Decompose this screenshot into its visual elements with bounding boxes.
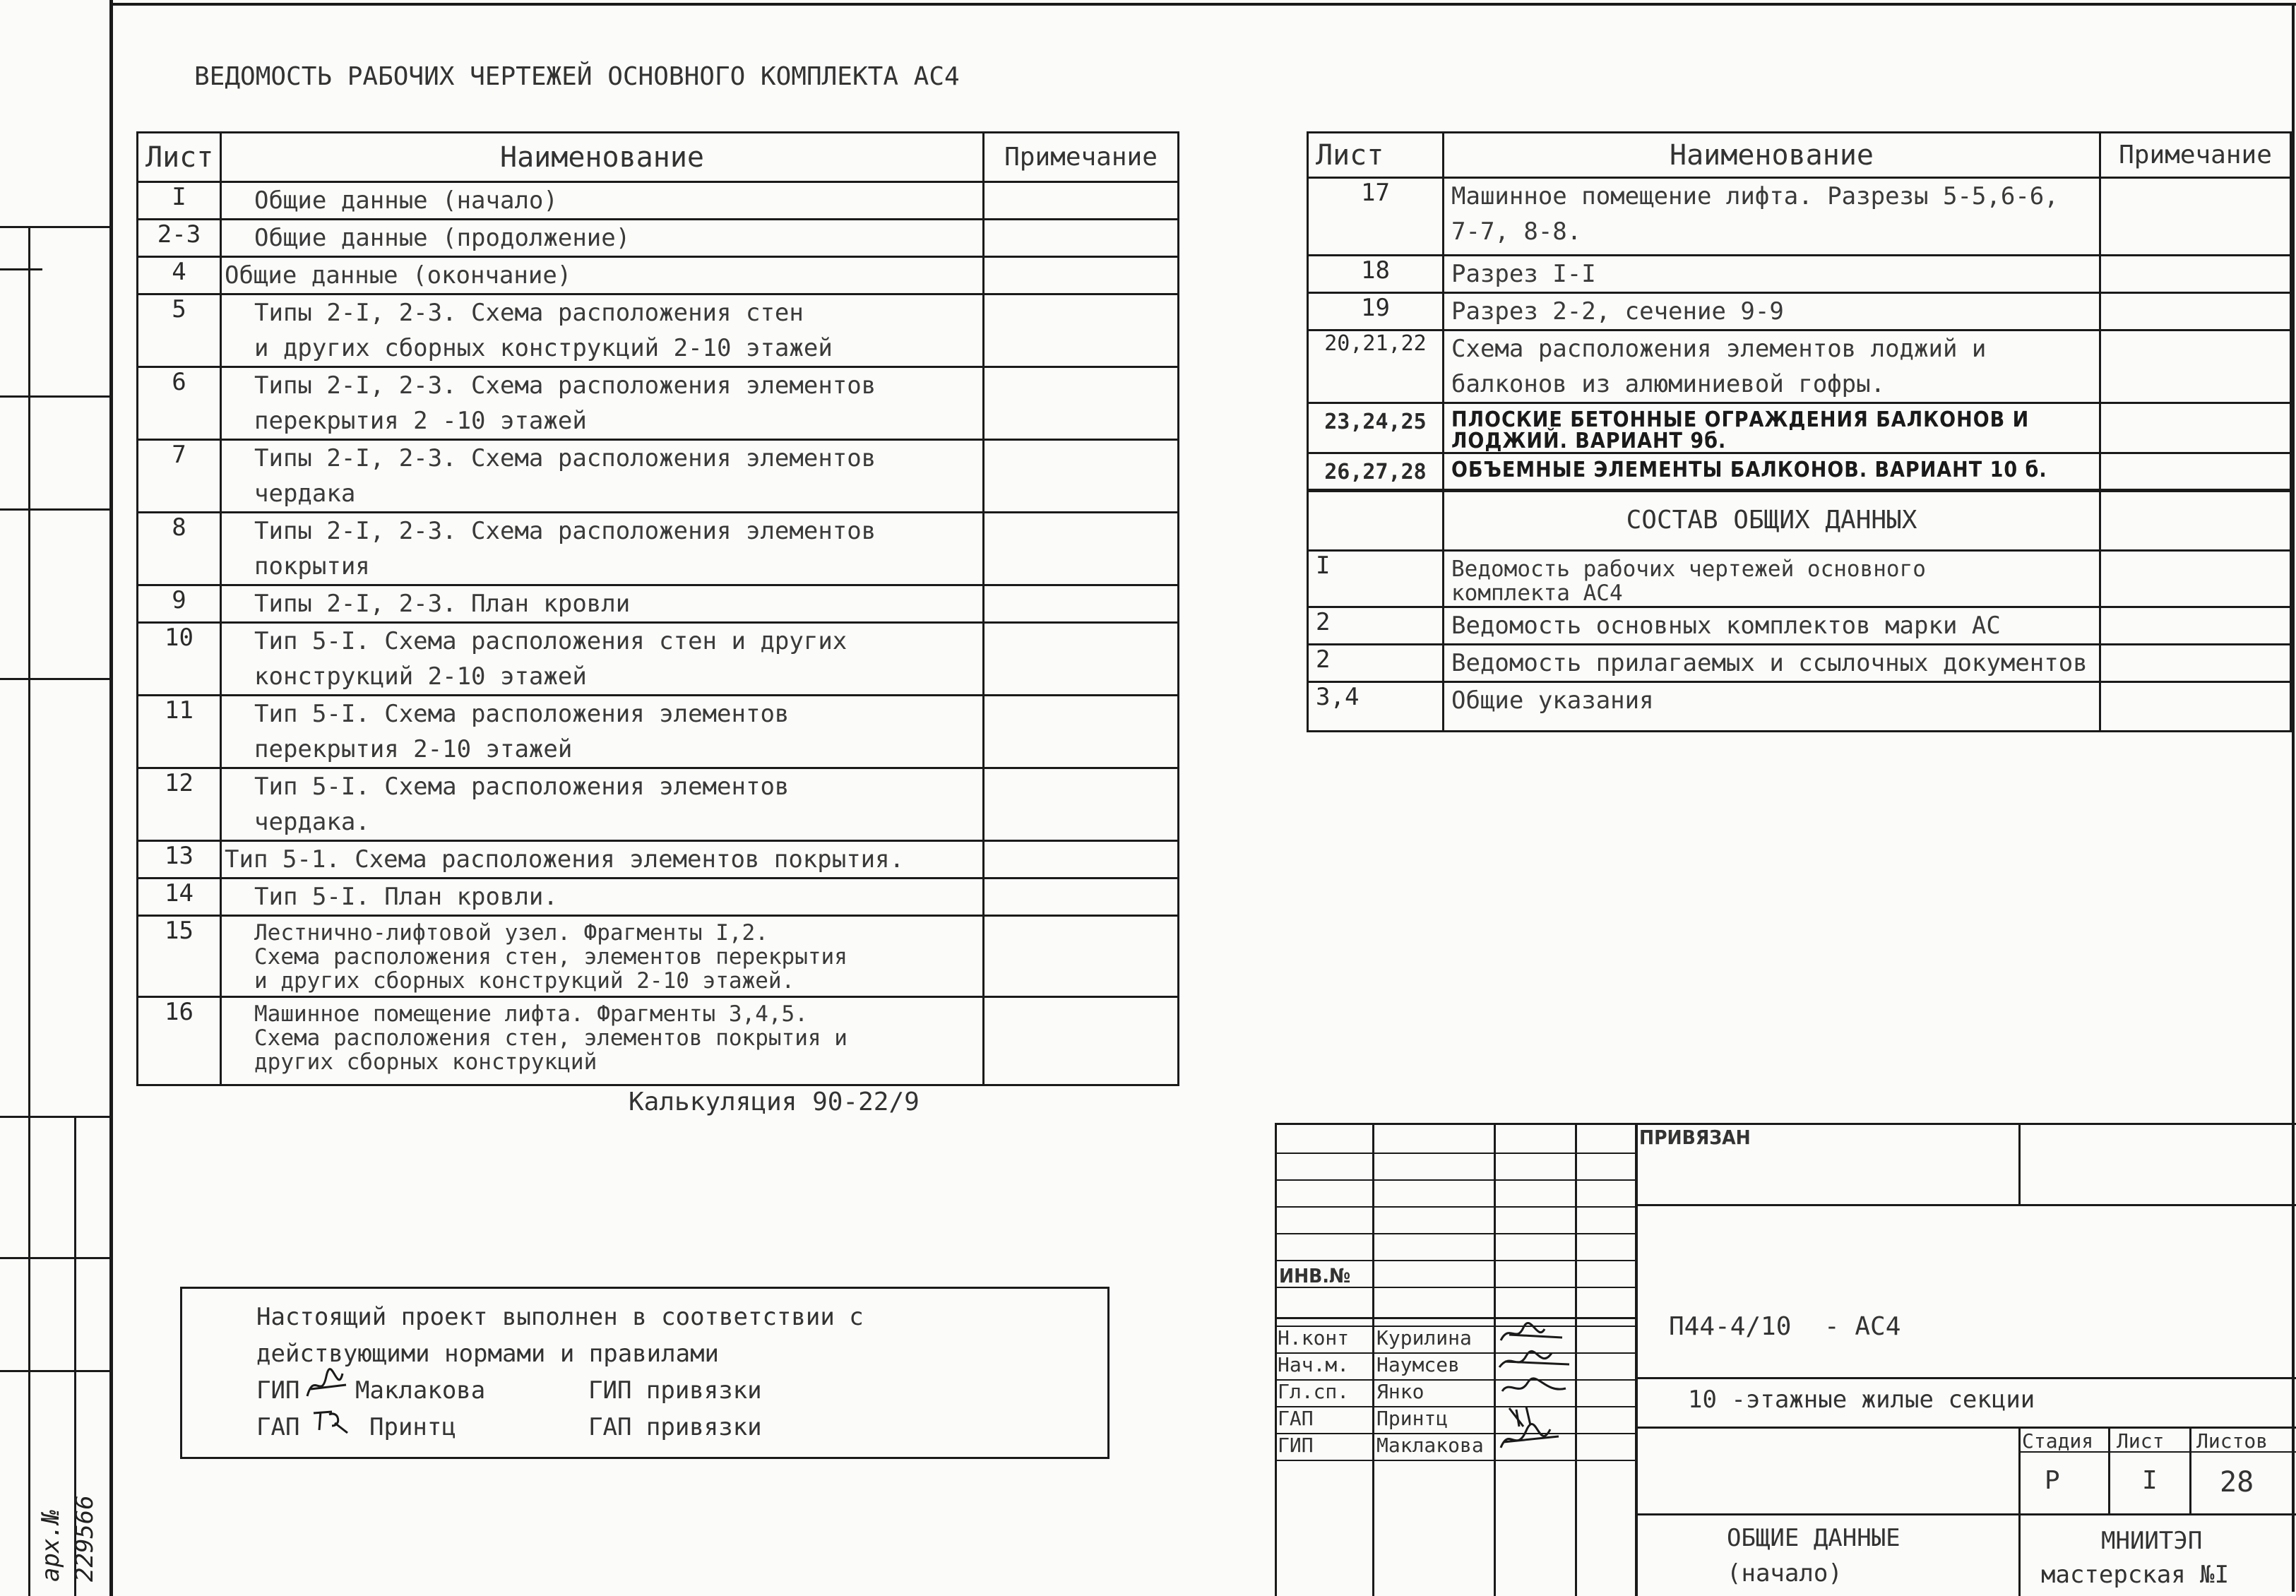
table-row [138, 623, 1179, 696]
object-name: 10 -этажные жилые секции [1688, 1386, 2035, 1414]
row-note [2100, 330, 2291, 403]
row-sheet: 13 [138, 841, 221, 879]
row-sheet: 7 [138, 440, 221, 513]
table-row [138, 879, 1179, 916]
stamp-person: Принтц [1376, 1407, 1449, 1430]
calculation-reference: Калькуляция 90-22/9 [629, 1088, 920, 1116]
row-name: Ведомость прилагаемых и ссылочных документов [1444, 645, 2100, 682]
organization-workshop: мастерская №I [2041, 1561, 2230, 1589]
row-name: Машинное помещение лифта. Фрагменты 3,4,5. Схема расположения стен, элементов покрытия и других сборных конструкций [221, 997, 984, 1085]
table-row [138, 916, 1179, 997]
row-note [984, 513, 1179, 585]
table-row [1308, 330, 2291, 403]
table-row [138, 841, 1179, 879]
archive-stamp [37, 1462, 114, 1582]
row-sheet: 20,21,22 [1308, 330, 1444, 403]
row-note [2100, 403, 2291, 453]
row-sheet: 16 [138, 997, 221, 1085]
stamp-role: ГАП [1278, 1407, 1314, 1430]
project-code: П44-4/10 [1669, 1312, 1792, 1341]
row-sheet: 14 [138, 879, 221, 916]
gip-label: ГИП [256, 1376, 300, 1405]
row-sheet: 3,4 [1308, 682, 1444, 732]
row-name: Тип 5-I. Схема расположения элементов чердака. [221, 768, 984, 841]
row-note [984, 440, 1179, 513]
header-note: Примечание [984, 133, 1179, 182]
table-header-row [1308, 490, 2291, 551]
table-row [1308, 551, 2291, 607]
row-sheet: 18 [1308, 256, 1444, 293]
row-name: Ведомость рабочих чертежей основного комплекта АС4 [1444, 551, 2100, 607]
row-sheet: 17 [1308, 178, 1444, 256]
stamp-person: Янко [1376, 1380, 1424, 1403]
row-sheet: 19 [1308, 293, 1444, 330]
sheets-label: Листов [2196, 1429, 2268, 1453]
row-sheet: I [1308, 551, 1444, 607]
row-name: Общие данные (окончание) [221, 257, 984, 294]
gip-binding: ГИП привязки [588, 1376, 762, 1405]
sheet-value: I [2142, 1466, 2158, 1495]
row-note [984, 879, 1179, 916]
stamp-role: Гл.сп. [1278, 1380, 1350, 1403]
table-row [138, 513, 1179, 585]
row-name: Общие данные (продолжение) [221, 220, 984, 257]
row-note [2100, 453, 2291, 492]
title-block-stamp [1275, 1123, 2296, 1596]
table-row [138, 294, 1179, 367]
table-header-row [1308, 133, 2291, 178]
frame-top-border [109, 3, 2296, 6]
inventory-number-label: ИНВ.№ [1279, 1264, 1351, 1287]
row-sheet: 6 [138, 367, 221, 440]
table-row [138, 220, 1179, 257]
row-name: Типы 2-I, 2-3. План кровли [221, 585, 984, 623]
row-note [984, 841, 1179, 879]
row-name: Типы 2-I, 2-3. Схема расположения стен и других сборных конструкций 2-10 этажей [221, 294, 984, 367]
row-sheet: 12 [138, 768, 221, 841]
gap-binding: ГАП привязки [588, 1413, 762, 1441]
row-note [984, 696, 1179, 768]
header-note: Примечание [2100, 133, 2291, 178]
row-note [984, 997, 1179, 1085]
row-sheet: 9 [138, 585, 221, 623]
table-row [138, 696, 1179, 768]
document-title: ВЕДОМОСТЬ РАБОЧИХ ЧЕРТЕЖЕЙ ОСНОВНОГО КОМПЛЕКТА АС4 [194, 62, 960, 91]
row-sheet: 11 [138, 696, 221, 768]
row-name: Разрез 2-2, сечение 9-9 [1444, 293, 2100, 330]
table-row [1308, 607, 2291, 645]
row-name: Разрез I-I [1444, 256, 2100, 293]
project-mark: - АС4 [1824, 1312, 1901, 1341]
table-row [1308, 293, 2291, 330]
row-sheet: 15 [138, 916, 221, 997]
row-sheet: 2-3 [138, 220, 221, 257]
header-name: Наименование [1444, 133, 2100, 178]
row-name: Типы 2-I, 2-3. Схема расположения элементов покрытия [221, 513, 984, 585]
header-name: Наименование [221, 133, 984, 182]
row-sheet: 8 [138, 513, 221, 585]
row-name: Тип 5-I. Схема расположения элементов перекрытия 2-10 этажей [221, 696, 984, 768]
compliance-note [180, 1287, 1110, 1459]
general-data-table [1307, 489, 2292, 732]
table-row [1308, 178, 2291, 256]
row-note [2100, 293, 2291, 330]
table-row [138, 257, 1179, 294]
stamp-person: Курилина [1376, 1326, 1472, 1350]
row-sheet: I [138, 182, 221, 220]
gap-name: Принтц [369, 1413, 456, 1441]
stage-label: Стадия [2022, 1429, 2094, 1453]
sheet-label: Лист [2117, 1429, 2165, 1453]
row-name: Ведомость основных комплектов марки АС [1444, 607, 2100, 645]
row-note [2100, 682, 2291, 732]
table-row [138, 367, 1179, 440]
table-row [138, 440, 1179, 513]
row-name: Тип 5-I. Схема расположения стен и других конструкций 2-10 этажей [221, 623, 984, 696]
row-note [984, 367, 1179, 440]
gap-signature [311, 1405, 353, 1437]
row-sheet: 10 [138, 623, 221, 696]
row-sheet: 2 [1308, 645, 1444, 682]
drawings-list-table [136, 131, 1179, 1086]
row-name: Типы 2-I, 2-3. Схема расположения элементов перекрытия 2 -10 этажей [221, 367, 984, 440]
document-title-1: ОБЩИЕ ДАННЫЕ [1727, 1524, 1901, 1552]
row-note [984, 220, 1179, 257]
row-sheet: 26,27,28 [1308, 453, 1444, 492]
row-note [2100, 256, 2291, 293]
archive-number: 229566 [71, 1495, 99, 1582]
row-name: Типы 2-I, 2-3. Схема расположения элементов чердака [221, 440, 984, 513]
document-title-2: (начало) [1727, 1559, 1843, 1588]
bound-label: ПРИВЯЗАН [1639, 1126, 1751, 1149]
table-row [1308, 403, 2291, 453]
table-row [138, 182, 1179, 220]
row-note [2100, 178, 2291, 256]
general-data-header: СОСТАВ ОБЩИХ ДАННЫХ [1444, 490, 2100, 551]
table-row [1308, 645, 2291, 682]
row-note [2100, 645, 2291, 682]
archive-label: арх.№ [37, 1509, 65, 1582]
stamp-person: Маклакова [1376, 1434, 1484, 1457]
table-row [1308, 682, 2291, 732]
header-sheet: Лист [1308, 133, 1444, 178]
table-row [138, 585, 1179, 623]
binding-strip [0, 226, 109, 1596]
row-sheet: 5 [138, 294, 221, 367]
row-name: ОБЪЕМНЫЕ ЭЛЕМЕНТЫ БАЛКОНОВ. ВАРИАНТ 10 б. [1444, 453, 2100, 492]
signatures [1495, 1321, 1574, 1458]
row-name: Общие указания [1444, 682, 2100, 732]
row-name: ПЛОСКИЕ БЕТОННЫЕ ОГРАЖДЕНИЯ БАЛКОНОВ И ЛОДЖИЙ. ВАРИАНТ 9б. [1444, 403, 2100, 453]
row-note [984, 623, 1179, 696]
row-note [984, 294, 1179, 367]
row-note [984, 585, 1179, 623]
gip-signature [304, 1368, 353, 1405]
row-name: Лестнично-лифтовой узел. Фрагменты I,2. Схема расположения стен, элементов перекрытия и других сборных конструкций 2-10 этажей. [221, 916, 984, 997]
stamp-role: ГИП [1278, 1434, 1314, 1457]
table-row [1308, 256, 2291, 293]
frame-left-border [109, 0, 113, 1596]
row-note [2100, 607, 2291, 645]
table-row [138, 997, 1179, 1085]
row-name: Общие данные (начало) [221, 182, 984, 220]
stamp-person: Наумсев [1376, 1353, 1461, 1376]
row-note [984, 768, 1179, 841]
table-row [1308, 453, 2291, 492]
row-sheet: 23,24,25 [1308, 403, 1444, 453]
sheets-value: 28 [2220, 1466, 2254, 1499]
stamp-role: Н.конт [1278, 1326, 1350, 1350]
organization-name: МНИИТЭП [2101, 1527, 2203, 1555]
row-note [984, 257, 1179, 294]
row-sheet: 4 [138, 257, 221, 294]
table-row [138, 768, 1179, 841]
gap-label: ГАП [256, 1413, 300, 1441]
row-note [2100, 551, 2291, 607]
row-note [984, 916, 1179, 997]
row-name: Машинное помещение лифта. Разрезы 5-5,6-6, 7-7, 8-8. [1444, 178, 2100, 256]
row-name: Тип 5-I. План кровли. [221, 879, 984, 916]
gip-name: Маклакова [355, 1376, 486, 1405]
stamp-role: Нач.м. [1278, 1353, 1350, 1376]
row-note [984, 182, 1179, 220]
row-name: Тип 5-1. Схема расположения элементов покрытия. [221, 841, 984, 879]
header-sheet: Лист [138, 133, 221, 182]
row-name: Схема расположения элементов лоджий и балконов из алюминиевой гофры. [1444, 330, 2100, 403]
table-header-row [138, 133, 1179, 182]
row-sheet: 2 [1308, 607, 1444, 645]
drawings-list-table-continued [1307, 131, 2292, 492]
note-line-1: Настоящий проект выполнен в соответствии с [256, 1303, 864, 1331]
stage-value: Р [2045, 1466, 2060, 1495]
note-line-2: действующими нормами и правилами [256, 1340, 720, 1368]
